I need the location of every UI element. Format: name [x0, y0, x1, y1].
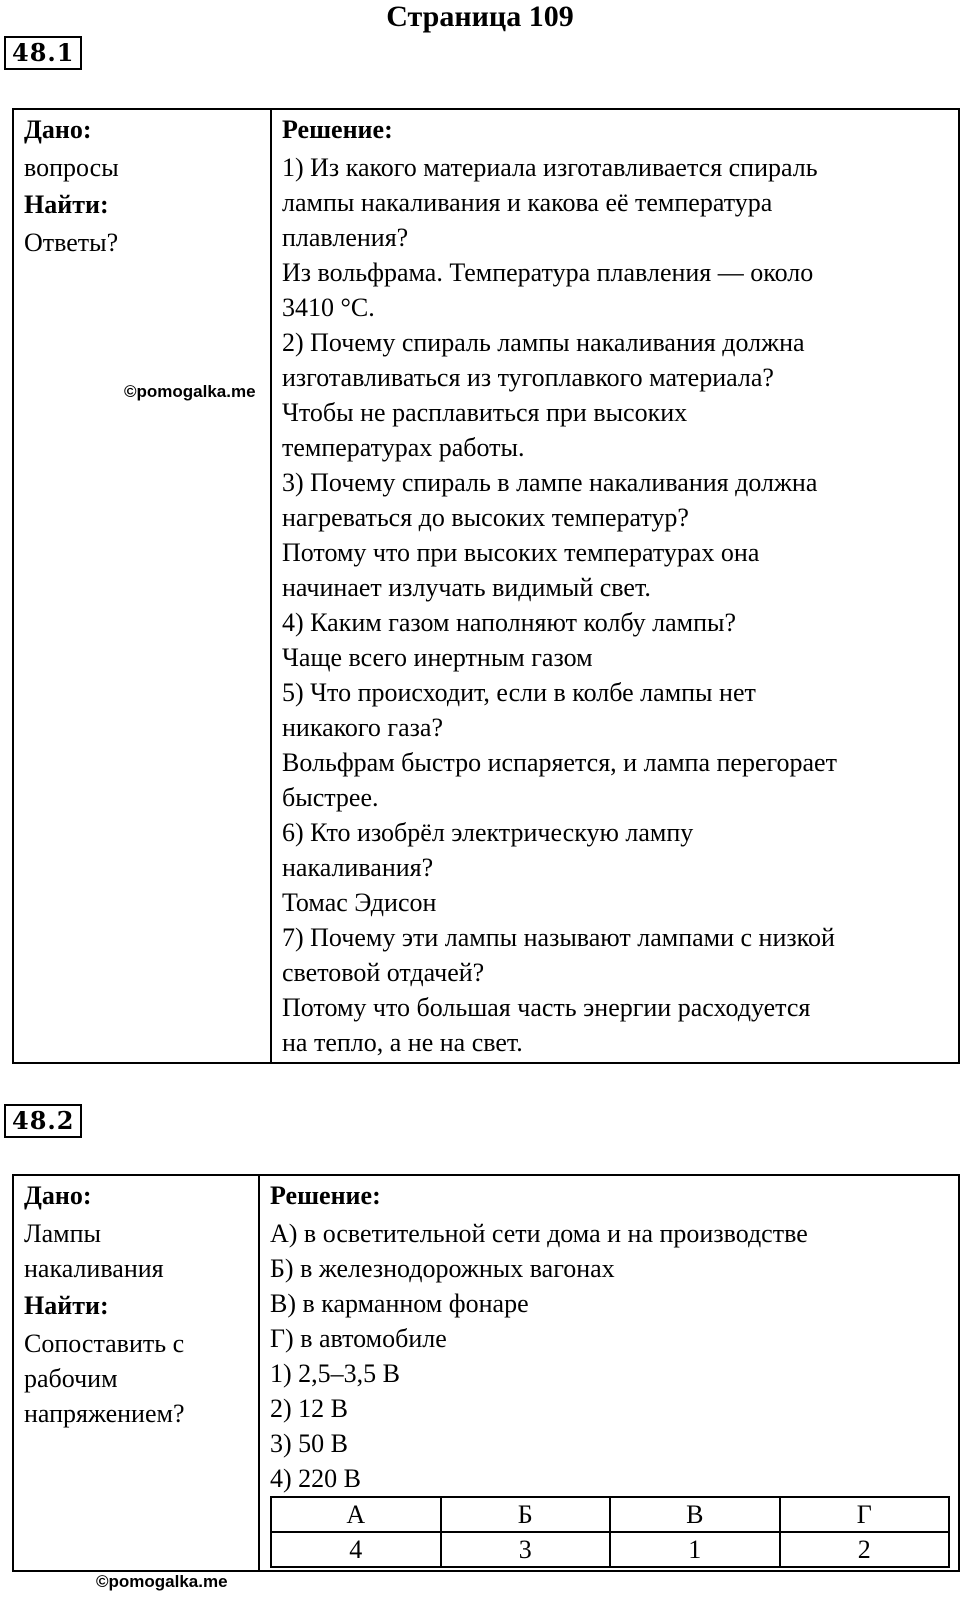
solution-line: 2) Почему спираль лампы накаливания должна	[282, 328, 805, 357]
option-line: 2) 12 В	[270, 1394, 348, 1423]
solution-line: Вольфрам быстро испаряется, и лампа перегорает	[282, 748, 837, 777]
option-line: В) в карманном фонаре	[270, 1289, 529, 1318]
find-label: Найти:	[24, 190, 109, 219]
task-number-48-2: 48.2	[4, 1104, 82, 1138]
answer-header-cell: В	[610, 1497, 780, 1532]
option-line: 4) 220 В	[270, 1464, 361, 1493]
solution-line: Потому что большая часть энергии расходуется	[282, 993, 811, 1022]
solution-line: быстрее.	[282, 783, 379, 812]
find-line: Сопоставить с	[24, 1329, 185, 1358]
task-number-48-1: 48.1	[4, 36, 82, 70]
option-line: 1) 2,5–3,5 В	[270, 1359, 400, 1388]
solution-line: плавления?	[282, 223, 409, 252]
option-line: А) в осветительной сети дома и на производстве	[270, 1219, 808, 1248]
solution-line: 4) Каким газом наполняют колбу лампы?	[282, 608, 737, 637]
answer-value-cell: 1	[610, 1532, 780, 1567]
solution-line: 7) Почему эти лампы называют лампами с низкой	[282, 923, 835, 952]
answer-header-cell: Г	[780, 1497, 950, 1532]
solution-line: Чаще всего инертным газом	[282, 643, 593, 672]
solution-line: 1) Из какого материала изготавливается спираль	[282, 153, 818, 182]
task-48-2-table	[12, 1174, 960, 1572]
given-label: Дано:	[24, 1181, 92, 1210]
find-line: напряжением?	[24, 1399, 185, 1428]
page-title: Страница 109	[386, 0, 574, 33]
option-line: 3) 50 В	[270, 1429, 348, 1458]
solution-line: 3) Почему спираль в лампе накаливания должна	[282, 468, 818, 497]
given-text: вопросы	[24, 153, 119, 182]
given-line: накаливания	[24, 1254, 164, 1283]
option-line: Б) в железнодорожных вагонах	[270, 1254, 615, 1283]
answer-table	[270, 1496, 950, 1568]
solution-line: накаливания?	[282, 853, 434, 882]
solution-line: Чтобы не расплавиться при высоких	[282, 398, 688, 427]
watermark: ©pomogalka.me	[124, 382, 256, 401]
find-label: Найти:	[24, 1291, 109, 1320]
task-48-1-table	[12, 108, 960, 1064]
solution-line: лампы накаливания и какова её температура	[282, 188, 773, 217]
watermark: ©pomogalka.me	[96, 1572, 228, 1591]
option-line: Г) в автомобиле	[270, 1324, 447, 1353]
given-cell	[13, 1175, 259, 1571]
solution-line: начинает излучать видимый свет.	[282, 573, 651, 602]
solution-line: 5) Что происходит, если в колбе лампы нет	[282, 678, 756, 707]
answer-value-cell: 4	[271, 1532, 441, 1567]
solution-line: Из вольфрама. Температура плавления — около	[282, 258, 814, 287]
find-line: рабочим	[24, 1364, 118, 1393]
solution-cell	[259, 1175, 959, 1571]
answer-header-row	[271, 1497, 949, 1532]
solution-line: температурах работы.	[282, 433, 525, 462]
solution-cell	[271, 109, 959, 1063]
solution-line: 6) Кто изобрёл электрическую лампу	[282, 818, 694, 847]
solution-line: изготавливаться из тугоплавкого материала?	[282, 363, 774, 392]
given-cell	[13, 109, 271, 1063]
answer-header-cell: А	[271, 1497, 441, 1532]
solution-line: 3410 °С.	[282, 293, 375, 322]
solution-line: на тепло, а не на свет.	[282, 1028, 523, 1057]
answer-value-cell: 2	[780, 1532, 950, 1567]
answer-value-row	[271, 1532, 949, 1567]
solution-line: никакого газа?	[282, 713, 443, 742]
solution-lines	[282, 150, 950, 1060]
find-text: Ответы?	[24, 228, 119, 257]
solution-label: Решение:	[270, 1181, 381, 1210]
solution-line: нагреваться до высоких температур?	[282, 503, 689, 532]
solution-line: Томас Эдисон	[282, 888, 437, 917]
answer-value-cell: 3	[441, 1532, 611, 1567]
solution-line: Потому что при высоких температурах она	[282, 538, 760, 567]
answer-header-cell: Б	[441, 1497, 611, 1532]
given-label: Дано:	[24, 115, 92, 144]
given-line: Лампы	[24, 1219, 102, 1248]
solution-label: Решение:	[282, 115, 393, 144]
solution-line: световой отдачей?	[282, 958, 485, 987]
